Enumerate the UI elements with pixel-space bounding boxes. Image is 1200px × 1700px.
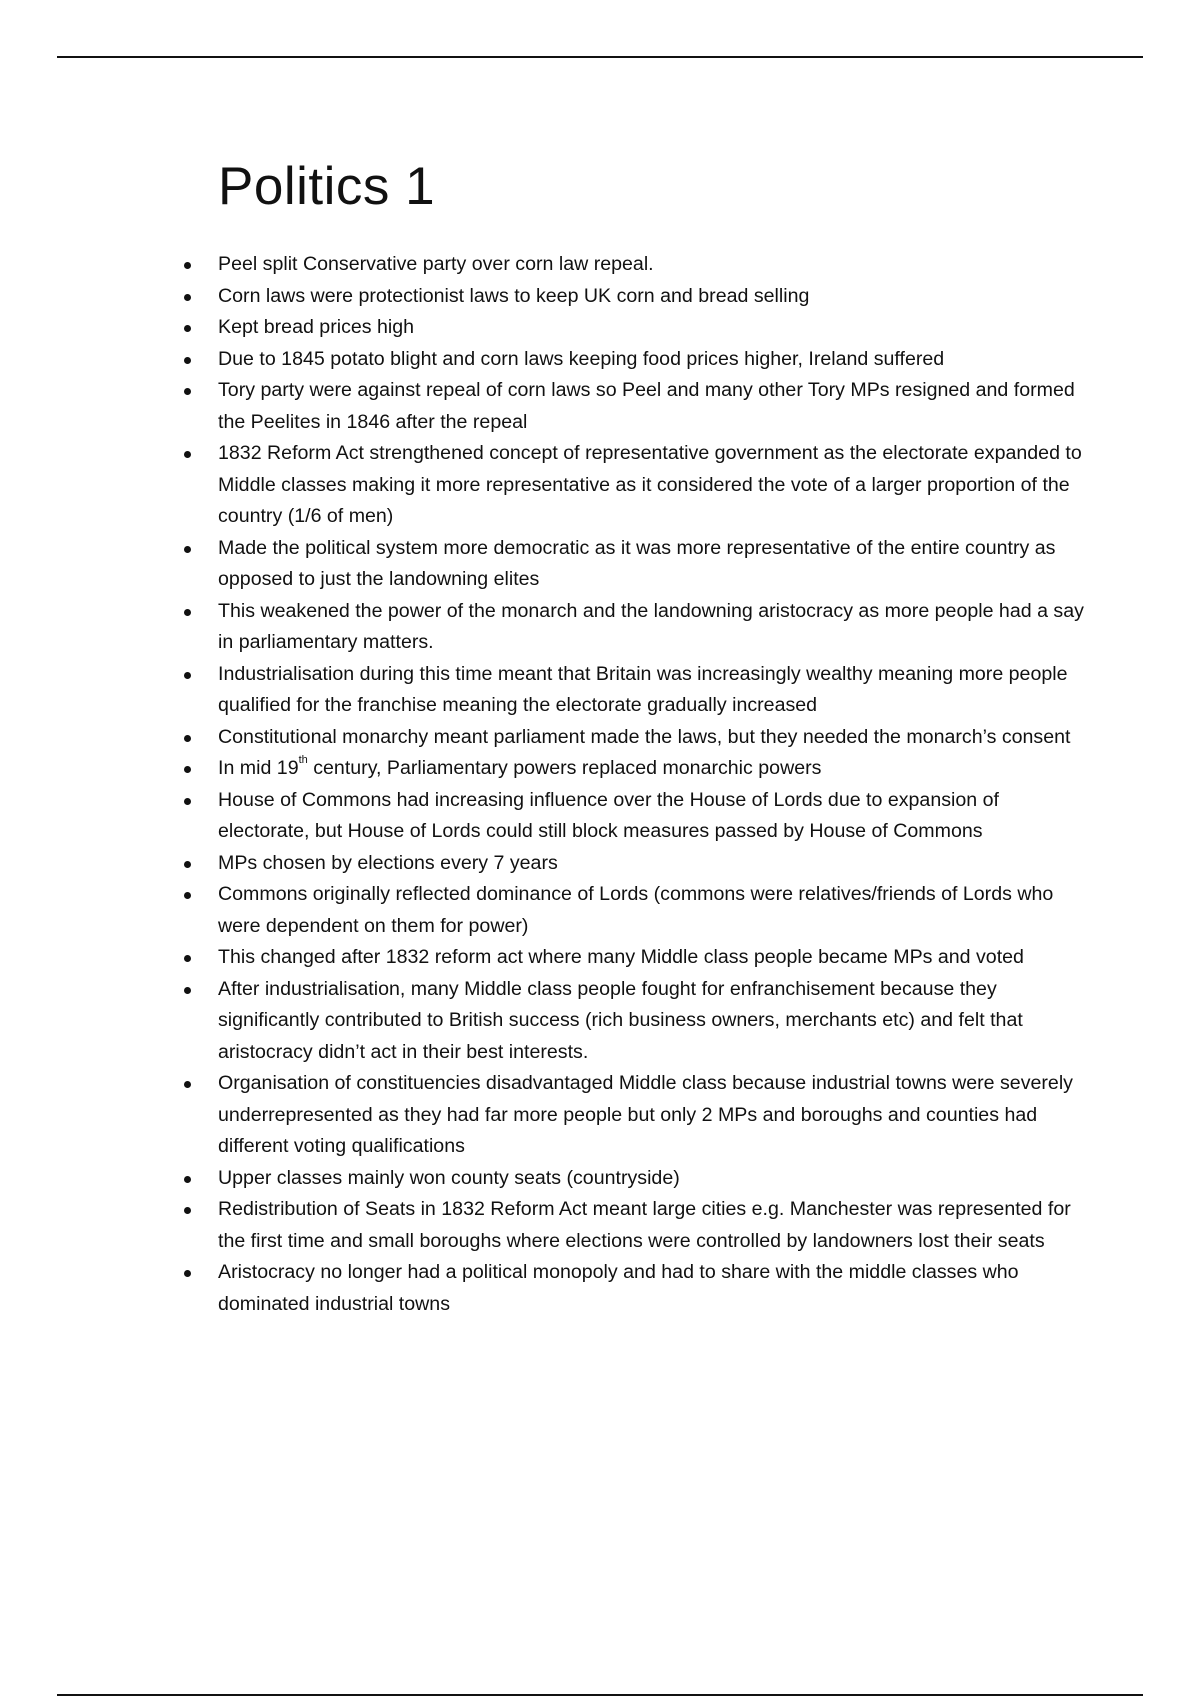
bullet-icon [184,861,191,868]
list-item [182,312,1094,344]
bullet-icon [184,1270,191,1277]
header-rule [57,56,1143,58]
ordinal-suffix: th [298,754,308,767]
bullet-icon [184,451,191,458]
bullet-icon [184,388,191,395]
list-item [182,879,1094,942]
bullet-icon [184,325,191,332]
bullet-icon [184,262,191,269]
bullet-icon [184,294,191,301]
list-item [182,974,1094,1069]
note-text: Commons originally reflected dominance of Lords (commons were relatives/friends of Lords who were dependent on them for power) [218,883,1054,937]
note-text-start: In mid 19 [218,757,299,779]
page-title: Politics 1 [218,157,436,216]
footer-rule [57,1694,1143,1696]
note-text: This changed after 1832 reform act where many Middle class people became MPs and voted [218,946,1024,968]
note-text: After industrialisation, many Middle class people fought for enfranchisement because they significantly contributed to British success (rich business owners, merchants etc) and felt that aristocracy didn’t act in their best interests. [218,977,1023,1063]
bullet-icon [184,735,191,742]
bullet-icon [184,1207,191,1214]
note-text: Tory party were against repeal of corn laws so Peel and many other Tory MPs resigned and formed the Peelites in 1846 after the repeal [218,379,1075,433]
note-text: Corn laws were protectionist laws to keep UK corn and bread selling [218,284,810,307]
bullet-icon [184,609,191,616]
list-item [182,1194,1094,1257]
note-text: Organisation of constituencies disadvantaged Middle class because industrial towns were severely underrepresented as they had far more people but only 2 MPs and boroughs and counties had different voting qualifications [218,1072,1073,1157]
list-item [182,281,1094,313]
list-item [182,1257,1094,1320]
note-text: Constitutional monarchy meant parliament made the laws, but they needed the monarch’s consent [218,725,1071,748]
list-item [182,249,1094,281]
bullet-icon [184,798,191,805]
list-item [182,785,1094,848]
bullet-icon [184,1081,191,1088]
list-item [182,344,1094,376]
note-text: House of Commons had increasing influence over the House of Lords due to expansion of electorate, but House of Lords could still block measures passed by House of Commons [218,788,999,842]
note-text: Made the political system more democratic as it was more representative of the entire country as opposed to just the landowning elites [218,536,1056,590]
bullet-icon [184,1176,191,1183]
list-item [182,1068,1094,1163]
bullet-icon [184,766,191,773]
bullet-icon [184,357,191,364]
bullet-icon [184,672,191,679]
note-text: Upper classes mainly won county seats (countryside) [218,1166,680,1189]
note-text: Aristocracy no longer had a political monopoly and had to share with the middle classes who dominated industrial towns [218,1261,1019,1315]
list-item [182,438,1094,533]
note-text: Kept bread prices high [218,316,415,338]
note-text: Peel split Conservative party over corn law repeal. [218,253,654,275]
note-text: This weakened the power of the monarch and the landowning aristocracy as more people had a say in parliamentary matters. [218,599,1084,653]
note-text-end: century, Parliamentary powers replaced monarchic powers [307,757,822,779]
list-item [182,596,1094,659]
note-text: Redistribution of Seats in 1832 Reform Act meant large cities e.g. Manchester was represented for the first time and small boroughs where elections were controlled by landowners lost their seats [218,1198,1071,1252]
list-item [182,848,1094,880]
list-item [182,375,1094,438]
list-item [182,753,1094,785]
note-text: 1832 Reform Act strengthened concept of representative government as the electorate expanded to Middle classes making it more representative as it considered the vote of a larger proportion of the country (1/6 of men) [218,442,1082,527]
list-item [182,533,1094,596]
list-item [182,1163,1094,1195]
bullet-icon [184,955,191,962]
list-item [182,942,1094,974]
notes-list [182,249,1094,1320]
bullet-icon [184,546,191,553]
bullet-icon [184,987,191,994]
note-text: Due to 1845 potato blight and corn laws keeping food prices higher, Ireland suffered [218,347,945,370]
note-text: Industrialisation during this time meant that Britain was increasingly wealthy meaning more people qualified for the franchise meaning the electorate gradually increased [218,662,1068,716]
list-item [182,659,1094,722]
note-text: MPs chosen by elections every 7 years [218,851,558,874]
list-item [182,722,1094,754]
bullet-icon [184,892,191,899]
